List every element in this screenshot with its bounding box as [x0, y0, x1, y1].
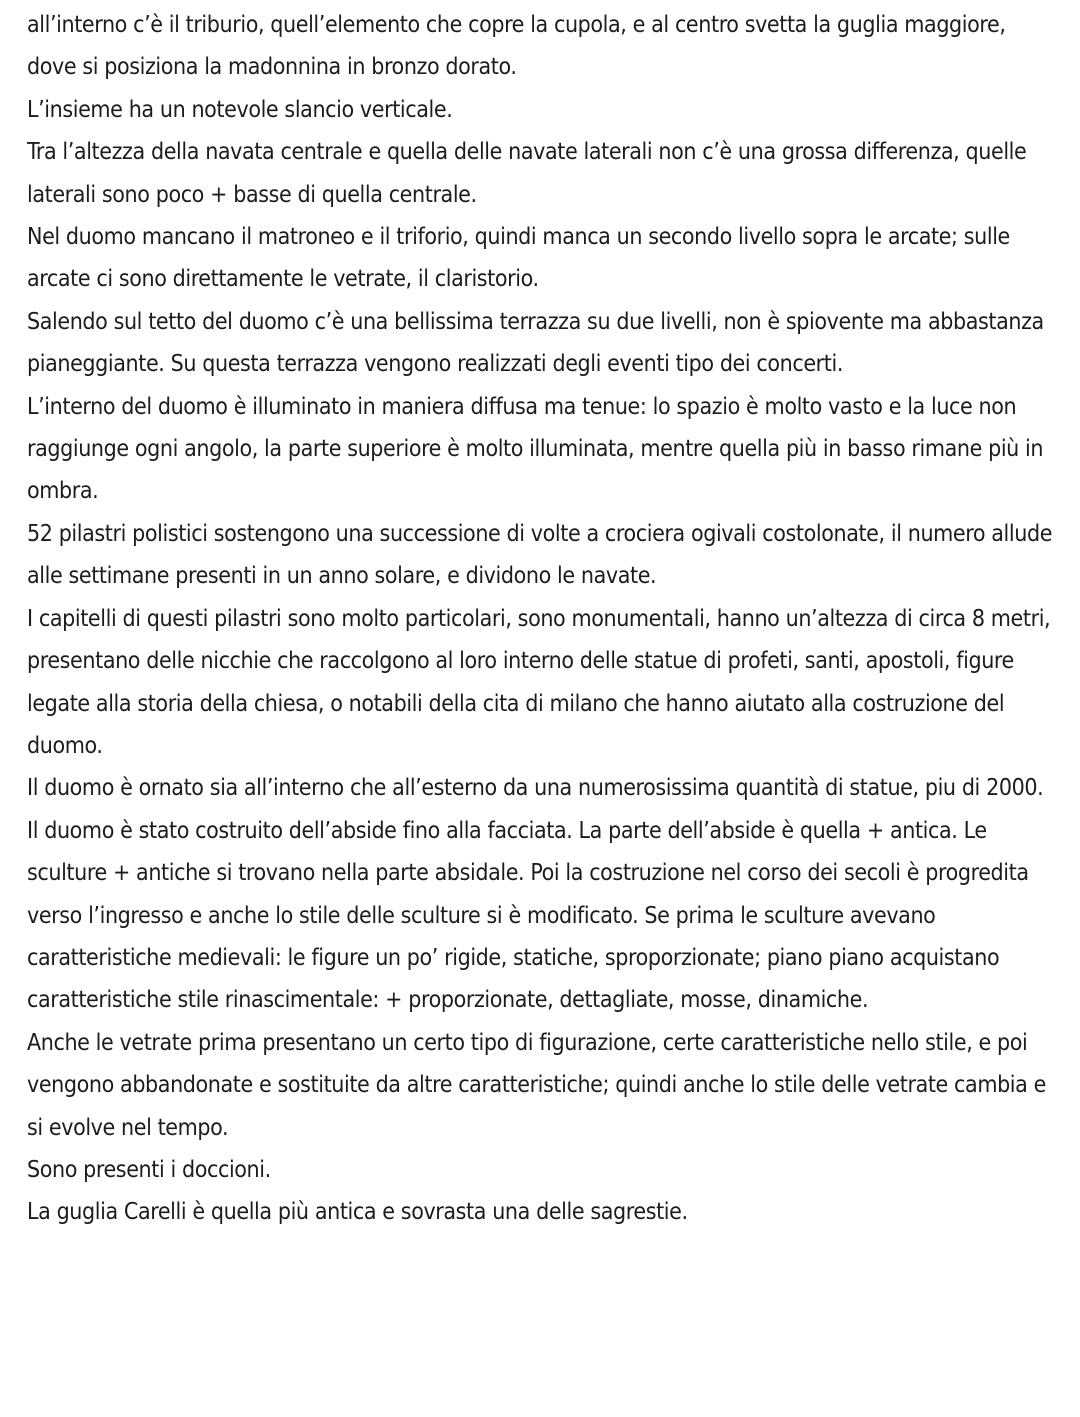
- notes-text-block: [27, 4, 1057, 1234]
- paragraph-capitelli: I capitelli di questi pilastri sono molto particolari, sono monumentali, hanno un’altezza di circa 8 metri, presentano delle nicchie che raccolgono al loro interno delle statue di profeti, santi, apostoli, figure legate alla storia della chiesa, o notabili della cita di milano che hanno aiutato alla costruzione del duomo.: [27, 605, 1051, 759]
- paragraph-matroneo: Nel duomo mancano il matroneo e il triforio, quindi manca un secondo livello sopra le arcate; sulle arcate ci sono direttamente le vetrate, il claristorio.: [27, 224, 1010, 293]
- paragraph-doccioni: Sono presenti i doccioni.: [27, 1156, 271, 1183]
- paragraph-vetrate: Anche le vetrate prima presentano un certo tipo di figurazione, certe caratteristiche nello stile, e poi vengono abbandonate e sostituite da altre caratteristiche; quindi anche lo stile delle vetrate cambia e si evolve nel tempo.: [27, 1029, 1046, 1141]
- paragraph-tiburio: all’interno c’è il triburio, quell’elemento che copre la cupola, e al centro svetta la guglia maggiore, dove si posiziona la madonnina in bronzo dorato.: [27, 12, 1006, 81]
- paragraph-slancio: L’insieme ha un notevole slancio verticale.: [27, 96, 453, 123]
- paragraph-terrazza: Salendo sul tetto del duomo c’è una bellissima terrazza su due livelli, non è spiovente ma abbastanza pianeggiante. Su questa terrazza vengono realizzati degli eventi tipo dei concerti.: [27, 308, 1044, 378]
- paragraph-guglia-carelli: La guglia Carelli è quella più antica e sovrasta una delle sagrestie.: [27, 1199, 688, 1226]
- paragraph-navate: Tra l’altezza della navata centrale e quella delle navate laterali non c’è una grossa differenza, quelle laterali sono poco + basse di quella centrale.: [27, 139, 1027, 208]
- paragraph-illuminazione: L’interno del duomo è illuminato in maniera diffusa ma tenue: lo spazio è molto vasto e la luce non raggiunge ogni angolo, la parte superiore è molto illuminata, mentre quella più in basso rimane più in ombra.: [27, 393, 1044, 505]
- paragraph-costruzione: Il duomo è stato costruito dell’abside fino alla facciata. La parte dell’abside è quella + antica. Le sculture + antiche si trovano nella parte absidale. Poi la costruzione nel corso dei secoli è progredita verso l’ingresso e anche lo stile delle sculture si è modificato. Se prima le sculture avevano caratteristiche medievali: le figure un po’ rigide, statiche, sproporzionate; piano piano acquistano caratteristiche stile rinascimentale: + proporzionate, dettagliate, mosse, dinamiche.: [27, 817, 1029, 1014]
- paragraph-statue: Il duomo è ornato sia all’interno che all’esterno da una numerosissima quantità di statue, piu di 2000.: [27, 775, 1044, 802]
- paragraph-pilastri: 52 pilastri polistici sostengono una successione di volte a crociera ogivali costolonate, il numero allude alle settimane presenti in un anno solare, e dividono le navate.: [27, 520, 1053, 590]
